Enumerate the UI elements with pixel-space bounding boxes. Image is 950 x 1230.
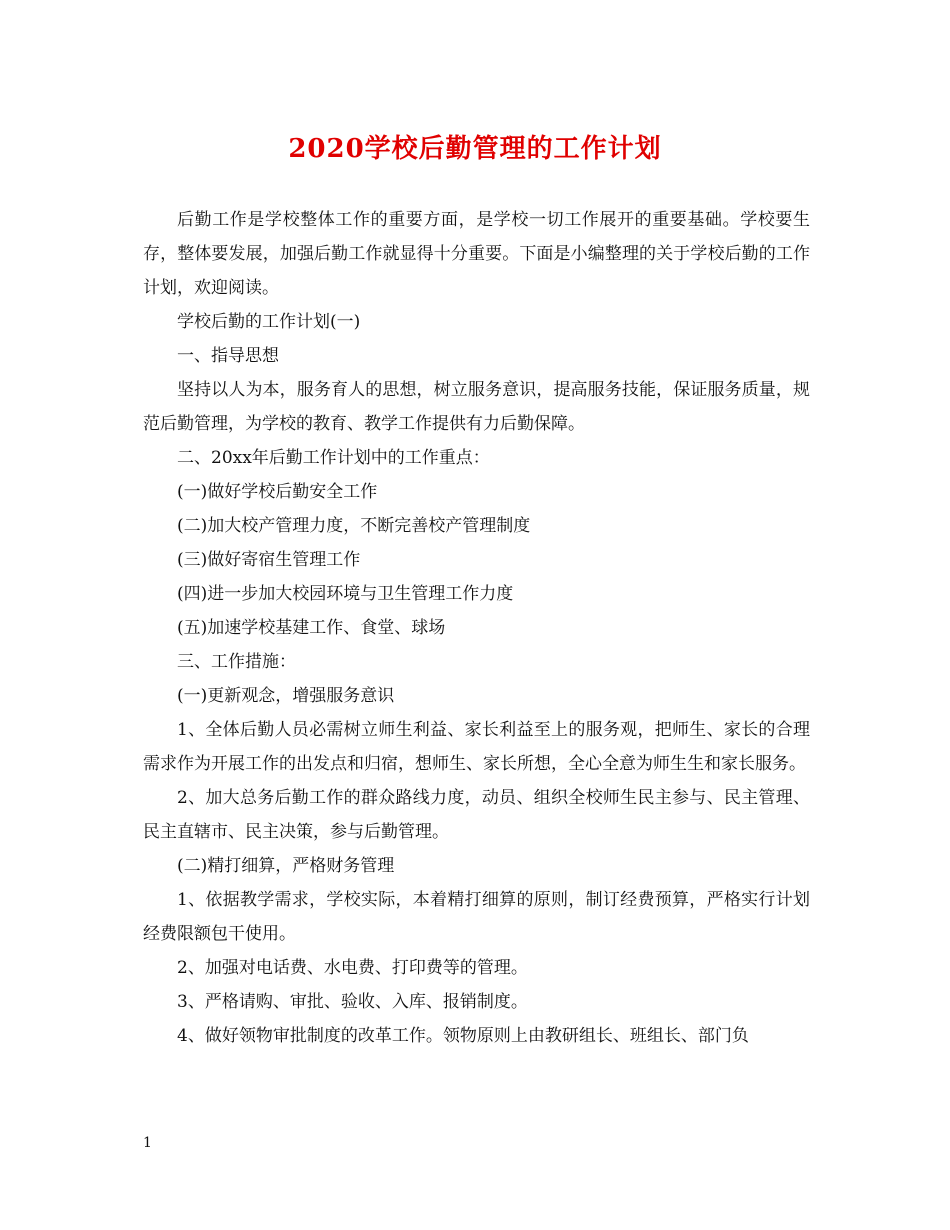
list-item: (二)加大校产管理力度，不断完善校产管理制度 — [177, 516, 531, 536]
page-number: 1 — [143, 1135, 152, 1151]
paragraph: 1、依据教学需求，学校实际，本着精打细算的原则，制订经费预算，严格实行计划经费限额包干使用。 — [143, 890, 810, 944]
list-item: (一)做好学校后勤安全工作 — [177, 482, 378, 502]
section-heading: 学校后勤的工作计划(一) — [177, 312, 361, 332]
paragraph: 4、做好领物审批制度的改革工作。领物原则上由教研组长、班组长、部门负 — [177, 1026, 749, 1046]
section-heading: 三、工作措施： — [177, 652, 296, 672]
list-item: (三)做好寄宿生管理工作 — [177, 550, 361, 570]
paragraph: 后勤工作是学校整体工作的重要方面，是学校一切工作展开的重要基础。学校要生存，整体要发展，加强后勤工作就显得十分重要。下面是小编整理的关于学校后勤的工作计划，欢迎阅读。 — [143, 210, 810, 298]
paragraph: 2、加强对电话费、水电费、打印费等的管理。 — [177, 958, 528, 978]
section-heading: 一、指导思想 — [177, 346, 279, 366]
paragraph: 2、加大总务后勤工作的群众路线力度，动员、组织全校师生民主参与、民主管理、民主直辖市、民主决策，参与后勤管理。 — [143, 788, 810, 842]
paragraph: 1、全体后勤人员必需树立师生利益、家长利益至上的服务观，把师生、家长的合理需求作为开展工作的出发点和归宿，想师生、家长所想，全心全意为师生生和家长服务。 — [143, 720, 810, 774]
document-title: 2020学校后勤管理的工作计划 — [288, 134, 662, 164]
section-heading: (二)精打细算，严格财务管理 — [177, 856, 395, 876]
paragraph: 坚持以人为本，服务育人的思想，树立服务意识，提高服务技能，保证服务质量，规范后勤管理，为学校的教育、教学工作提供有力后勤保障。 — [143, 380, 810, 434]
section-heading: 二、20xx年后勤工作计划中的工作重点： — [177, 448, 490, 468]
paragraph: 3、严格请购、审批、验收、入库、报销制度。 — [177, 992, 528, 1012]
list-item: (四)进一步加大校园环境与卫生管理工作力度 — [177, 584, 514, 604]
document-body — [143, 203, 810, 1053]
section-heading: (一)更新观念，增强服务意识 — [177, 686, 395, 706]
list-item: (五)加速学校基建工作、食堂、球场 — [177, 618, 446, 638]
